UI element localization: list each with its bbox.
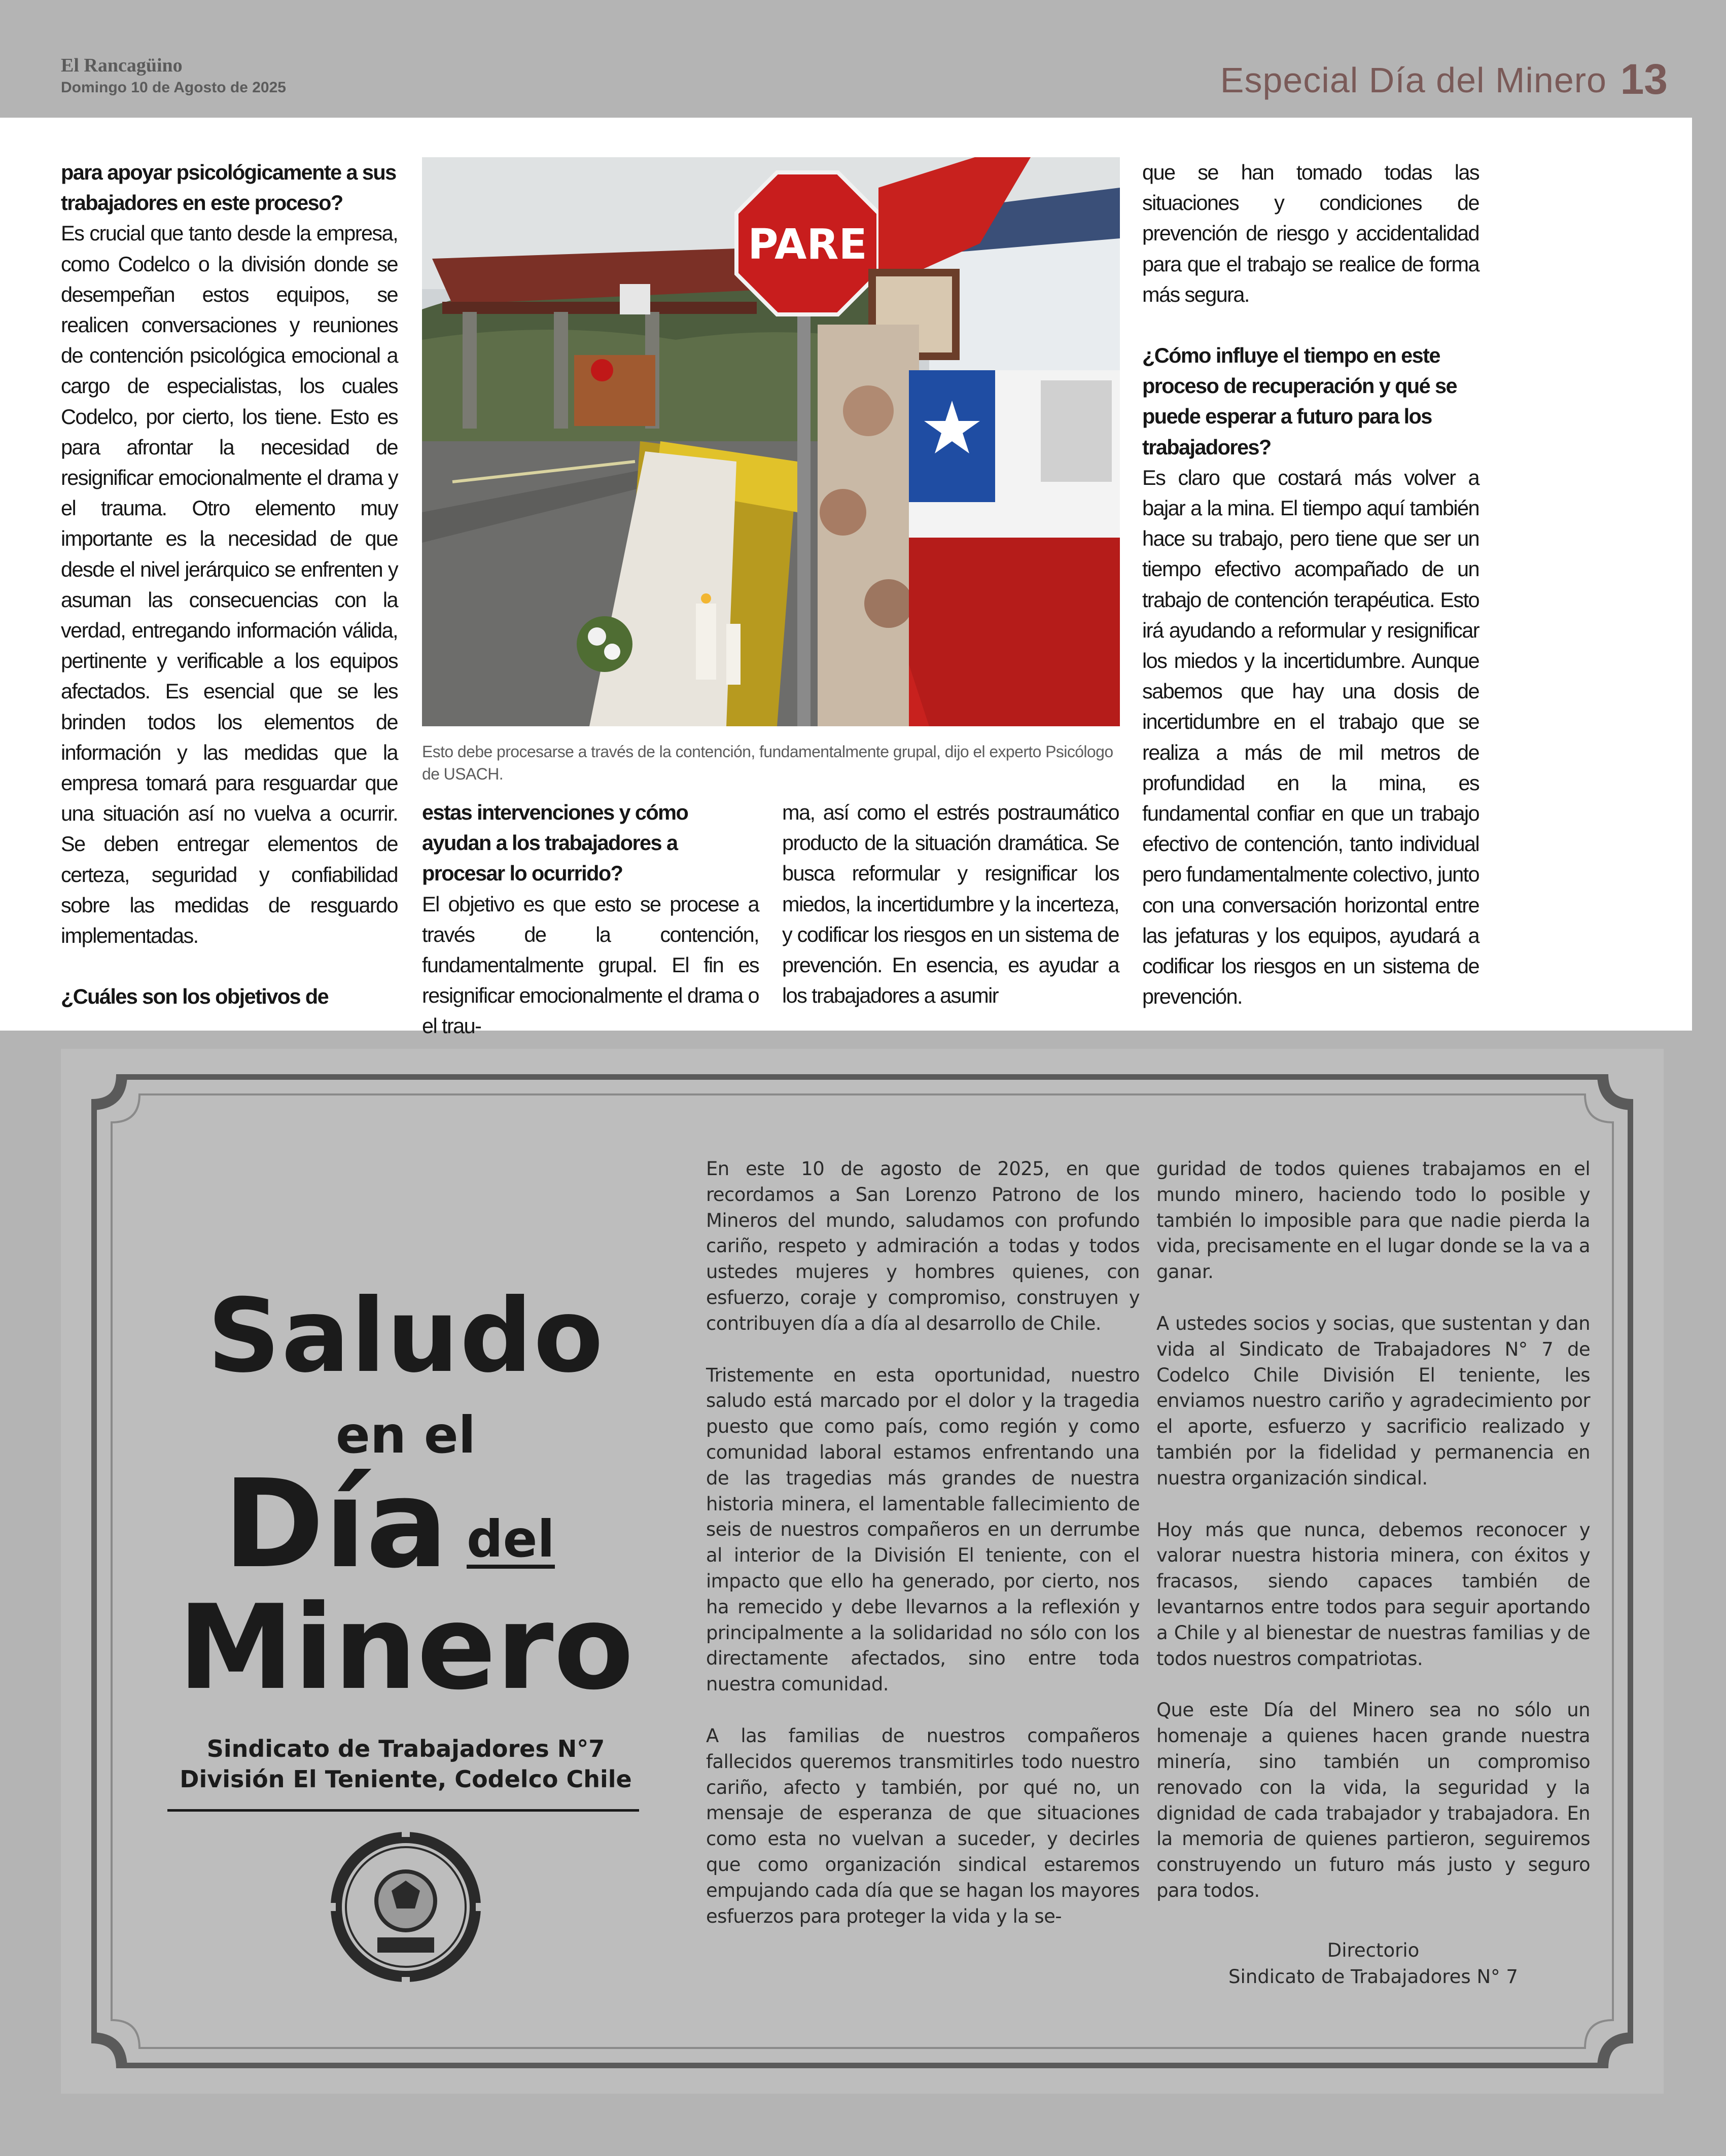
- ad-title-del: del: [467, 1509, 555, 1569]
- ad-title-saludo: Saludo: [207, 1277, 605, 1395]
- memorial-photo: [422, 157, 1120, 726]
- union-name: [162, 1734, 649, 1794]
- answer-paragraph: Es claro que costará más volver a bajar a la mina. El tiempo aquí también hace su trabajo, pero tiene que ser un tiempo efectivo acompañado de un trabajo de contención terapéutica. Esto irá ayudando a reformular y resignificar los miedos y la incertidumbre. Aunque sabemos que hay una dosis de incertidumbre en el trabajo que se realiza a más de mil metros de profundidad en la mina, es fundamental confiar en que un trabajo efectivo de contención, tanto individual pero fundamentalmente colectivo, junto con una conversación horizontal entre las jefaturas y los equipos, ayudará a codificar los riesgos en un sistema de prevención.: [1142, 465, 1479, 1009]
- ad-paragraph: Tristemente en esta oportunidad, nuestro saludo está marcado por el dolor y la tragedia puesto que como país, como región y como comunidad laboral estamos enfrentando una de las tragedias más grandes de nuestra historia minera, el lamentable fallecimiento de seis de nuestros compañeros en un derrumbe al interior de la División El teniente, con el impacto que ello ha generado, por cierto, nos ha remecido y debe llevarnos a la reflexión y principalmente a la solidaridad no sólo con los directamente afectados, sino entre toda nuestra comunidad.: [706, 1364, 1140, 1695]
- article-panel: [0, 118, 1692, 1038]
- page-number: 13: [1620, 55, 1668, 103]
- question-heading: estas intervenciones y cómo ayudan a los trabajadores a procesar lo ocurrido?: [422, 800, 688, 886]
- signature-line1: Directorio: [1327, 1939, 1420, 1961]
- article-column-3: [782, 797, 1119, 1011]
- ad-paragraph: guridad de todos quienes trabajamos en el mundo minero, haciendo todo lo posible y también lo imposible para que nadie pierda la vida, precisamente en el lugar donde se la va a ganar.: [1156, 1158, 1590, 1283]
- ad-text-column-2: [1156, 1156, 1590, 1930]
- answer-paragraph: Es crucial que tanto desde la empresa, como Codelco o la división donde se desempeñan estos equipos, se realicen conversaciones y reuniones de contención psicológica emocional a cargo de especialistas, los cuales Codelco, por cierto, los tiene. Esto es para afrontar la necesidad de resignificar emocionalmente el drama y el trauma. Otro elemento muy importante es la necesidad de que desde el nivel jerárquico se enfrenten y asuman las consecuencias con la verdad, entregando información válida, pertinente y verificable a los equipos afectados. Es esencial que se les brinden todos los elementos de información y las medidas que la empresa tomará para resguardar que una situación así no vuelva a ocurrir. Se deben entregar elementos de certeza, seguridad y confiabilidad sobre las medidas de resguardo implementadas.: [61, 221, 398, 948]
- question-heading: ¿Cuáles son los objetivos de: [61, 984, 329, 1009]
- union-name-line2: División El Teniente, Codelco Chile: [180, 1765, 632, 1793]
- issue-date: Domingo 10 de Agosto de 2025: [61, 79, 286, 96]
- answer-paragraph: que se han tomado todas las situaciones y condiciones de prevención de riesgo y accidentalidad para que el trabajo se realice de forma más segura.: [1142, 160, 1479, 306]
- article-column-4: [1142, 157, 1479, 1012]
- ad-text-column-1: [706, 1156, 1140, 1955]
- ad-title-minero: Minero: [178, 1580, 634, 1716]
- ad-paragraph: Que este Día del Minero sea no sólo un homenaje a quienes hacen grande nuestra minería, sino también un compromiso renovado con la vida, la seguridad y la dignidad de cada trabajador y trabajadora. En la memoria de quienes partieron, seguiremos construyendo un futuro más justo y seguro para todos.: [1156, 1699, 1590, 1901]
- union-name-line1: Sindicato de Trabajadores N°7: [206, 1735, 605, 1762]
- photo-caption: Esto debe procesarse a través de la contención, fundamentalmente grupal, dijo el experto Psicólogo de USACH.: [422, 743, 1113, 783]
- section-title: Especial Día del Minero: [1220, 60, 1607, 100]
- answer-paragraph: ma, así como el estrés postraumático producto de la situación dramática. Se busca reformular y resignificar los miedos, la incertidumbre y la incerteza, y codificar los riesgos en un sistema de prevención. En esencia, es ayudar a los trabajadores a asumir: [782, 800, 1119, 1008]
- question-heading: para apoyar psicológicamente a sus trabajadores en este proceso?: [61, 160, 396, 215]
- signature-line2: Sindicato de Trabajadores N° 7: [1228, 1966, 1518, 1988]
- ad-title-dia: Día: [223, 1453, 448, 1595]
- union-seal-logo: [329, 1830, 483, 1984]
- newspaper-name: El Rancagüino: [61, 55, 183, 76]
- ad-paragraph: A ustedes socios y socias, que sustentan y dan vida al Sindicato de Trabajadores N° 7 de Codelco Chile División El teniente, les enviamos nuestro cariño y agradecimiento por el aporte, esfuerzo y sacrificio realizado y también por la fidelidad y permanencia en nuestra organización sindical.: [1156, 1312, 1590, 1489]
- ad-paragraph: A las familias de nuestros compañeros fallecidos queremos transmitirles todo nuestro cariño, afecto y también, por qué no, un mensaje de esperanza de que situaciones como esta no vuelvan a suceder, y decirles que como organización sindical estaremos empujando cada día que se hagan los mayores esfuerzos para proteger la vida y la se-: [706, 1724, 1140, 1927]
- memorial-photo-illustration: [422, 157, 1120, 726]
- ad-title-en-el: en el: [336, 1405, 476, 1465]
- ad-paragraph: Hoy más que nunca, debemos reconocer y valorar nuestra historia minera, con éxitos y fracasos, siendo capaces también de levantarnos entre todos para seguir aportando a Chile y al bienestar de nuestras familias y de todos nuestros compatriotas.: [1156, 1518, 1590, 1670]
- article-column-1: [61, 157, 398, 1012]
- answer-paragraph: El objetivo es que esto se procese a través de la contención, fundamentalmente grupal. El fin es resignificar emocionalmente el drama o el trau-: [422, 892, 759, 1038]
- union-divider: [167, 1809, 639, 1812]
- article-column-2: [422, 797, 759, 1042]
- question-heading: ¿Cómo influye el tiempo en este proceso de recuperación y qué se puede esperar a futuro para los trabajadores?: [1142, 343, 1457, 459]
- ad-paragraph: En este 10 de agosto de 2025, en que recordamos a San Lorenzo Patrono de los Mineros del mundo, saludamos con profundo cariño, respeto y admiración a todas y todos ustedes mujeres y hombres quienes, con esfuerzo, coraje y compromiso, construyen y contribuyen día a día al desarrollo de Chile.: [706, 1158, 1140, 1334]
- ad-signature: [1156, 1937, 1590, 1990]
- stop-sign-text: PARE: [748, 221, 867, 269]
